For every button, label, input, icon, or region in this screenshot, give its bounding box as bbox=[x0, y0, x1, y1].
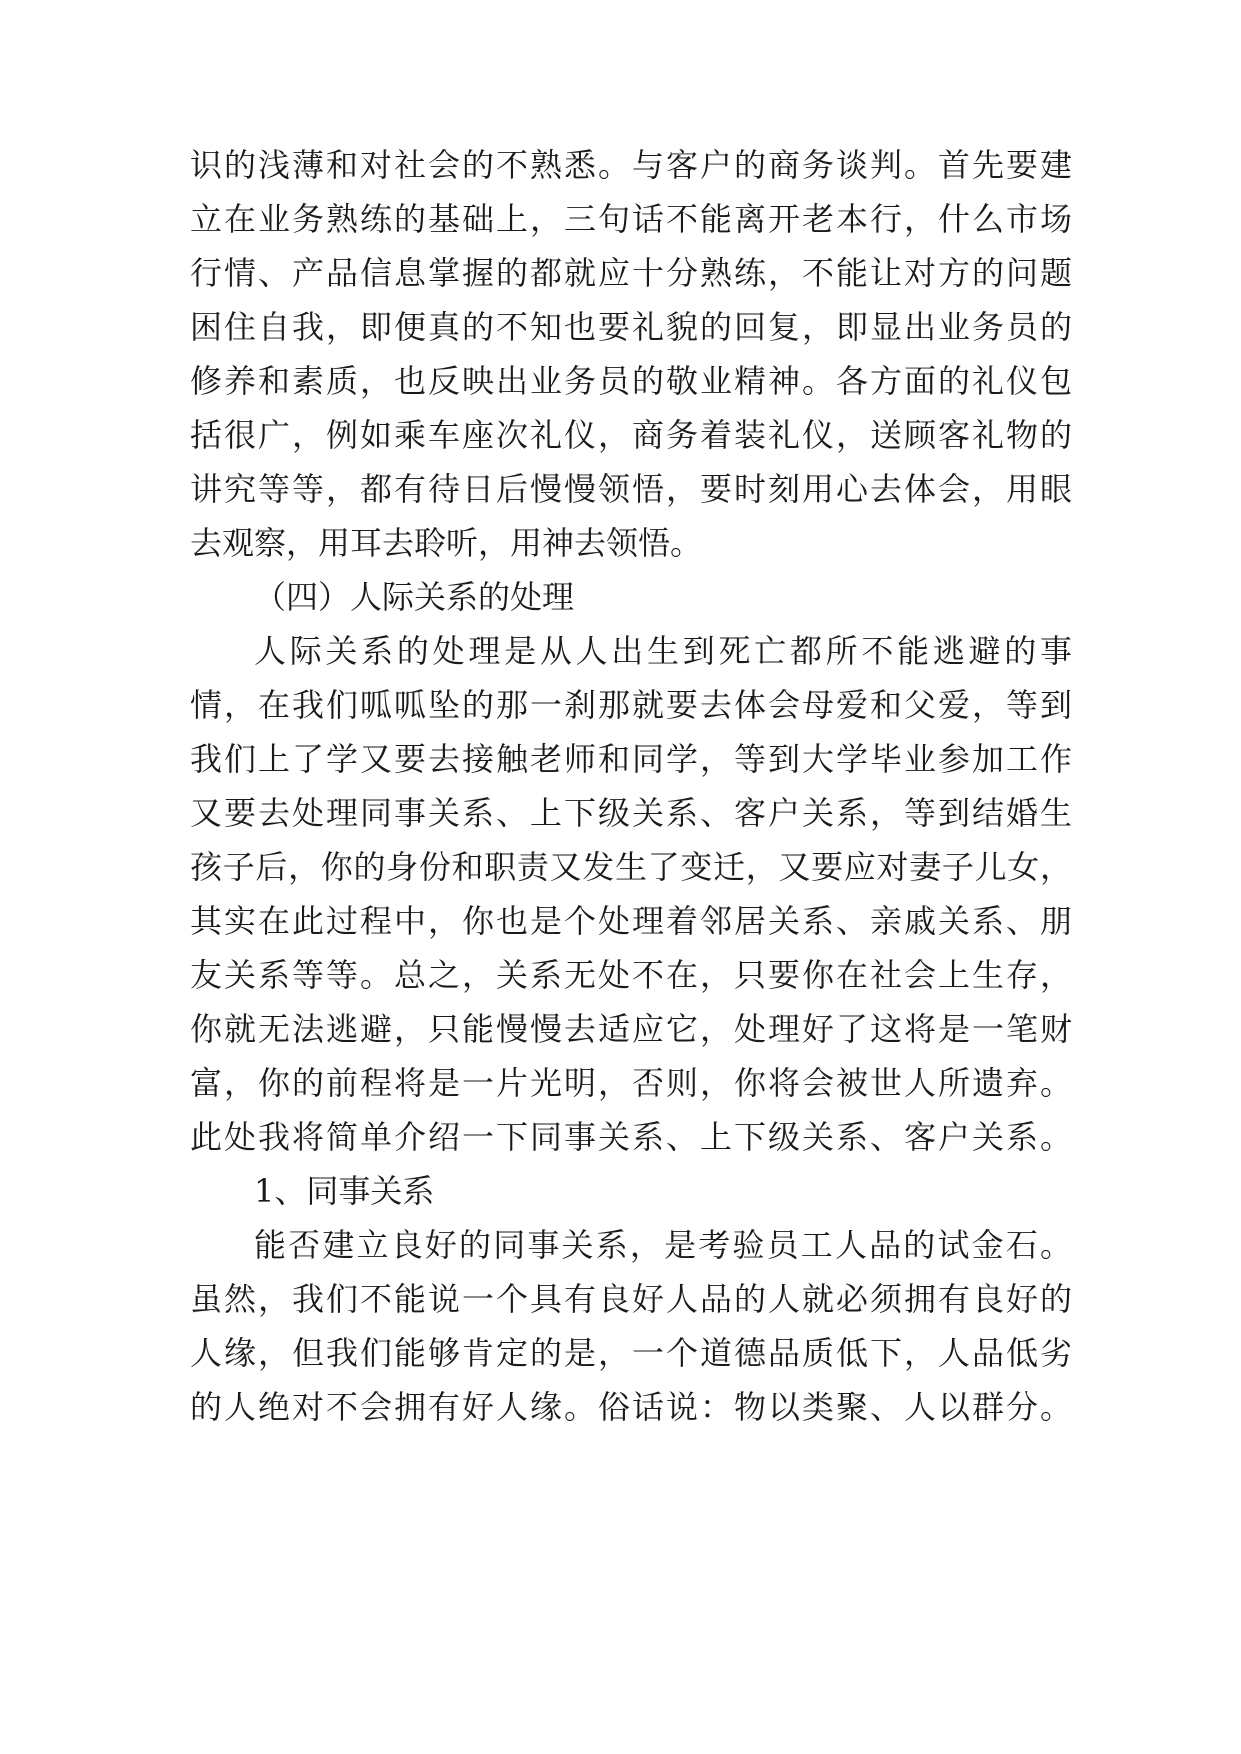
section-heading: （四）人际关系的处理 bbox=[254, 578, 575, 616]
paragraph-line: 能否建立良好的同事关系，是考验员工人品的试金石。 bbox=[254, 1226, 1072, 1264]
subsection-heading: 1、同事关系 bbox=[254, 1172, 435, 1210]
paragraph-line: 其实在此过程中，你也是个处理着邻居关系、亲戚关系、朋 bbox=[190, 902, 1072, 940]
paragraph-line: 讲究等等，都有待日后慢慢领悟，要时刻用心去体会，用眼 bbox=[190, 470, 1072, 508]
paragraph-line: 困住自我，即便真的不知也要礼貌的回复，即显出业务员的 bbox=[190, 308, 1072, 346]
paragraph-line: 识的浅薄和对社会的不熟悉。与客户的商务谈判。首先要建 bbox=[190, 146, 1072, 184]
paragraph-line: 友关系等等。总之，关系无处不在，只要你在社会上生存， bbox=[190, 956, 1072, 994]
paragraph-line: 括很广，例如乘车座次礼仪，商务着装礼仪，送顾客礼物的 bbox=[190, 416, 1072, 454]
paragraph-line: 我们上了学又要去接触老师和同学，等到大学毕业参加工作 bbox=[190, 740, 1072, 778]
paragraph-line: 人际关系的处理是从人出生到死亡都所不能逃避的事 bbox=[254, 632, 1072, 670]
paragraph-line: 情，在我们呱呱坠的那一刹那就要去体会母爱和父爱，等到 bbox=[190, 686, 1072, 724]
paragraph-line: 去观察，用耳去聆听，用神去领悟。 bbox=[190, 524, 703, 562]
paragraph-line: 行情、产品信息掌握的都就应十分熟练，不能让对方的问题 bbox=[190, 254, 1072, 292]
paragraph-line: 又要去处理同事关系、上下级关系、客户关系，等到结婚生 bbox=[190, 794, 1072, 832]
paragraph-line: 孩子后，你的身份和职责又发生了变迁，又要应对妻子儿女， bbox=[190, 848, 1072, 886]
paragraph-line: 立在业务熟练的基础上，三句话不能离开老本行，什么市场 bbox=[190, 200, 1072, 238]
paragraph-line: 人缘，但我们能够肯定的是，一个道德品质低下，人品低劣 bbox=[190, 1334, 1072, 1372]
paragraph-line: 修养和素质，也反映出业务员的敬业精神。各方面的礼仪包 bbox=[190, 362, 1072, 400]
paragraph-line: 你就无法逃避，只能慢慢去适应它，处理好了这将是一笔财 bbox=[190, 1010, 1072, 1048]
paragraph-line: 此处我将简单介绍一下同事关系、上下级关系、客户关系。 bbox=[190, 1118, 1072, 1156]
paragraph-line: 的人绝对不会拥有好人缘。俗话说：物以类聚、人以群分。 bbox=[190, 1388, 1072, 1426]
paragraph-line: 富，你的前程将是一片光明，否则，你将会被世人所遗弃。 bbox=[190, 1064, 1072, 1102]
paragraph-line: 虽然，我们不能说一个具有良好人品的人就必须拥有良好的 bbox=[190, 1280, 1072, 1318]
